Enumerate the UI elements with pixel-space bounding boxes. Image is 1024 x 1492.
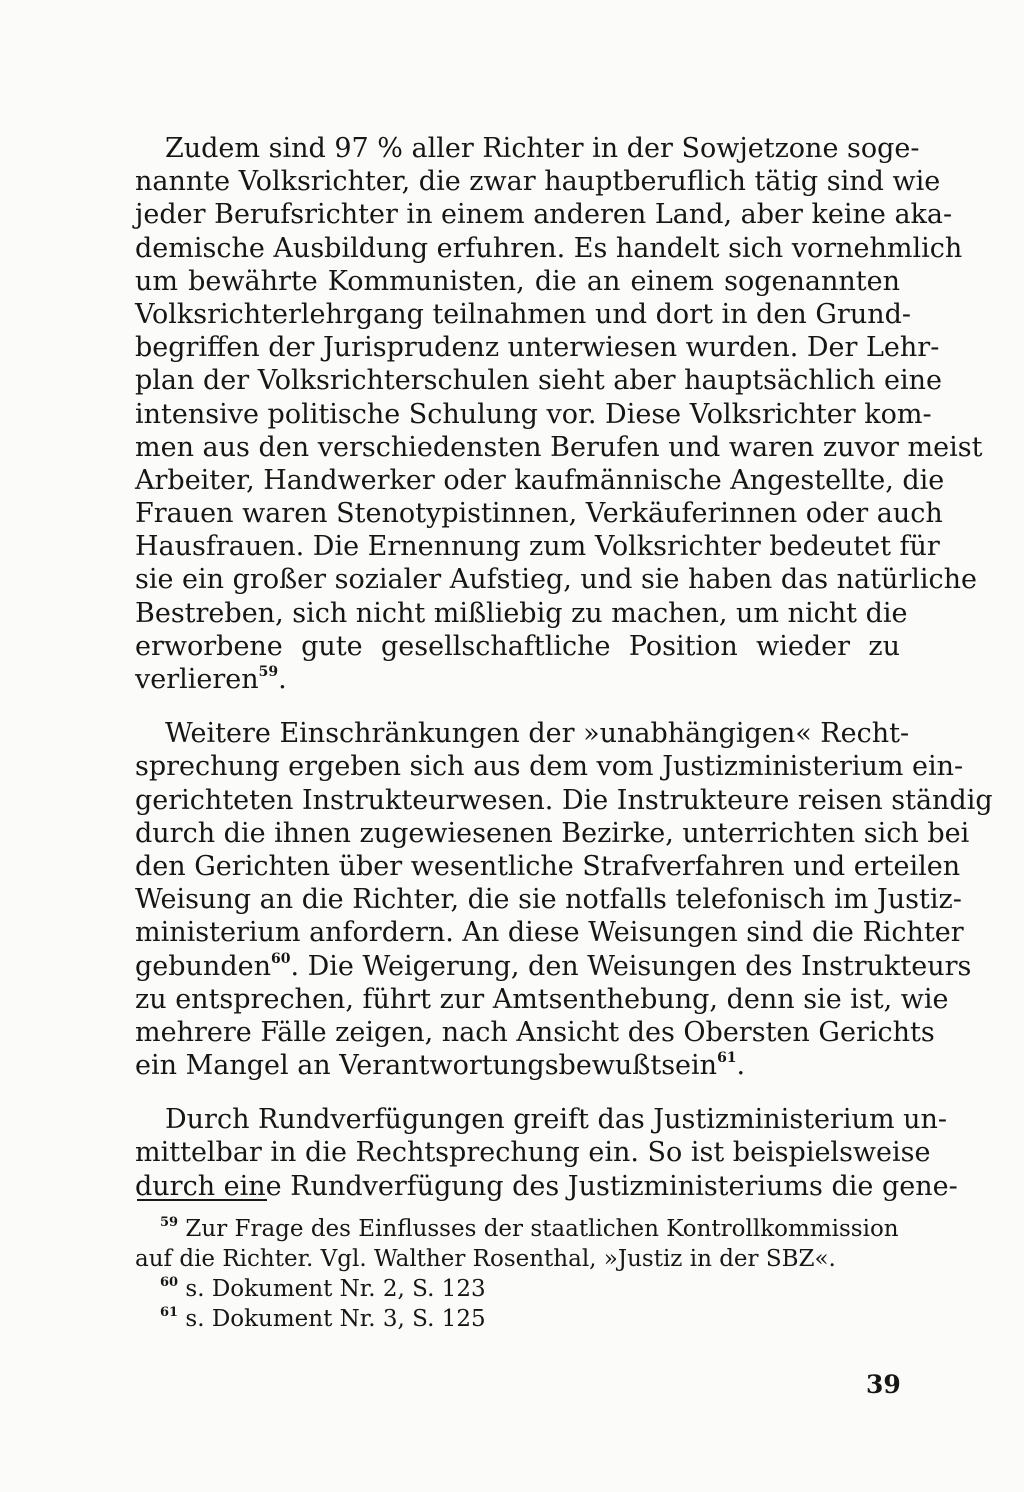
text-line [135, 663, 900, 696]
text-line: gerichteten Instrukteurwesen. Die Instrukteure reisen ständig [135, 784, 993, 816]
text-line: plan der Volksrichterschulen sieht aber hauptsächlich eine [135, 365, 942, 397]
text-line: zu entsprechen, führt zur Amtsenthebung, denn sie ist, wie [135, 983, 949, 1015]
text-line: um bewährte Kommunisten, die an einem sogenannten [135, 265, 900, 297]
footnote-60 [135, 1274, 900, 1304]
text-line: begriffen der Jurisprudenz unterwiesen wurden. Der Lehr- [135, 332, 940, 364]
line-tail: . [736, 1050, 746, 1082]
text-line: intensive politische Schulung vor. Diese Volksrichter kom- [135, 398, 932, 430]
text-line: Weitere Einschränkungen der »unabhängigen« Recht- [165, 718, 910, 750]
text-line: erworbene gute gesellschaftliche Position wieder zu [135, 630, 900, 662]
footnote-number: 60 [160, 1275, 179, 1290]
line-text: . Die Weigerung, den Weisungen des Instrukteurs [290, 950, 972, 982]
footnotes [135, 1214, 900, 1334]
footnote-ref-61[interactable]: 61 [717, 1050, 737, 1067]
text-line: Volksrichterlehrgang teilnahmen und dort in den Grund- [135, 298, 912, 330]
text-line: mehrere Fälle zeigen, nach Ansicht des Obersten Gerichts [135, 1016, 935, 1048]
line-tail: . [278, 664, 287, 695]
footnote-61 [135, 1304, 900, 1334]
text-line: men aus den verschiedensten Berufen und waren zuvor meist [135, 431, 983, 463]
text-line: Zudem sind 97 % aller Richter in der Sowjetzone soge- [165, 133, 920, 164]
text-line: Durch Rundverfügungen greift das Justizministerium un- [165, 1104, 948, 1136]
text-line: jeder Berufsrichter in einem anderen Land, aber keine aka- [135, 199, 953, 231]
line-text: verlieren [135, 664, 259, 695]
text-line: Weisung an die Richter, die sie notfalls telefonisch im Justiz- [135, 884, 962, 916]
text-line: den Gerichten über wesentliche Strafverfahren und erteilen [135, 850, 961, 882]
text-line: durch eine Rundverfügung des Justizministeriums die gene- [135, 1170, 958, 1202]
text-line: nannte Volksrichter, die zwar hauptberuflich tätig sind wie [135, 166, 941, 198]
footnote-text: Zur Frage des Einflusses der staatlichen Kontrollkommission [185, 1216, 899, 1242]
page-number: 39 [866, 1370, 901, 1399]
footnote-ref-59[interactable]: 59 [258, 664, 279, 680]
footnote-59 [135, 1214, 900, 1244]
footnote-number: 59 [160, 1215, 179, 1230]
body-text [135, 132, 993, 1203]
line-text: ein Mangel an Verantwortungsbewußtsein [135, 1050, 718, 1082]
footnote-59-continued: auf die Richter. Vgl. Walther Rosenthal, »Justiz in der SBZ«. [135, 1246, 836, 1272]
paragraph-3 [135, 1103, 958, 1203]
footnote-text: s. Dokument Nr. 3, S. 125 [185, 1306, 486, 1332]
footnote-ref-60[interactable]: 60 [270, 950, 291, 967]
text-line: Hausfrauen. Die Ernennung zum Volksrichter bedeutet für [135, 531, 940, 563]
text-line [135, 1049, 900, 1082]
text-line: Frauen waren Stenotypistinnen, Verkäuferinnen oder auch [135, 498, 943, 530]
text-line: mittelbar in die Rechtsprechung ein. So ist beispielsweise [135, 1137, 931, 1169]
text-line: durch die ihnen zugewiesenen Bezirke, unterrichten sich bei [135, 817, 970, 849]
text-line: sprechung ergeben sich aus dem vom Justizministerium ein- [135, 751, 964, 783]
text-line: Bestreben, sich nicht mißliebig zu machen, um nicht die [135, 597, 908, 629]
text-line [135, 950, 972, 983]
text-line: Arbeiter, Handwerker oder kaufmännische Angestellte, die [135, 464, 945, 496]
footnote-number: 61 [160, 1305, 179, 1320]
footnote-text: s. Dokument Nr. 2, S. 123 [185, 1276, 486, 1302]
line-text: gebunden [135, 950, 271, 982]
text-line: demische Ausbildung erfuhren. Es handelt sich vornehmlich [135, 232, 963, 264]
footnote-divider [137, 1199, 267, 1201]
text-line: sie ein großer sozialer Aufstieg, und sie haben das natürliche [135, 564, 978, 596]
paragraph-1 [135, 132, 983, 696]
paragraph-2 [135, 717, 993, 1082]
text-line: ministerium anfordern. An diese Weisungen sind die Richter [135, 917, 964, 949]
